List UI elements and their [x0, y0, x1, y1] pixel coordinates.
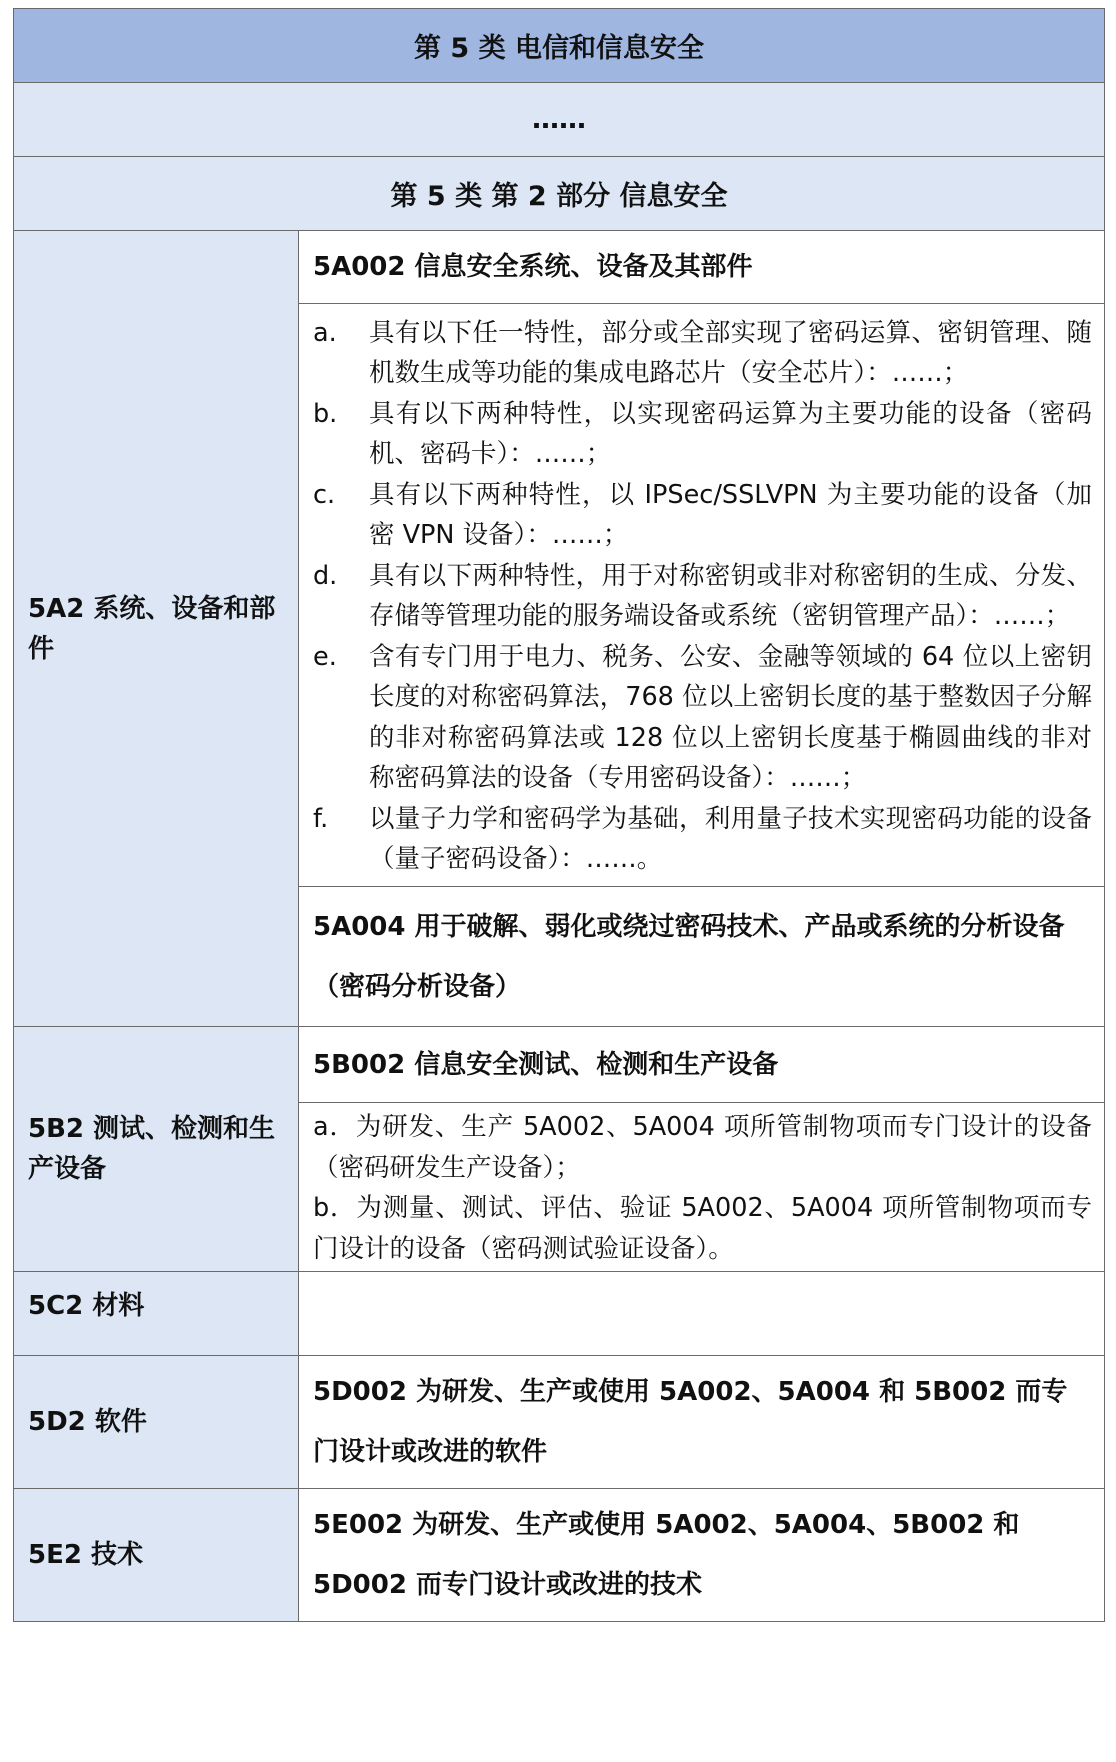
- list-item: a．为研发、生产 5A002、5A004 项所管制物项而专门设计的设备（密码研发生产设备）；: [313, 1112, 1092, 1183]
- item-label: d.: [313, 560, 338, 591]
- category-label-5d2: 5D2 软件: [14, 1356, 299, 1489]
- list-item: [313, 556, 1092, 637]
- section-title: 第 5 类 第 2 部分 信息安全: [14, 157, 1105, 231]
- item-5b002-title: 5B002 信息安全测试、检测和生产设备: [299, 1027, 1105, 1103]
- list-item: [313, 313, 1092, 394]
- list-item: [313, 799, 1092, 880]
- item-5c2-empty: [299, 1272, 1105, 1356]
- list-item: b．为测量、测试、评估、验证 5A002、5A004 项所管制物项而专门设计的设备（密码测试验证设备）。: [313, 1193, 1092, 1264]
- category-label-5b2: 5B2 测试、检测和生产设备: [14, 1027, 299, 1272]
- list-item: [313, 394, 1092, 475]
- item-5a002-list: [299, 304, 1105, 887]
- item-text: 含有专门用于电力、税务、公安、金融等领域的 64 位以上密钥长度的对称密码算法，768 位以上密钥长度的基于整数因子分解的非对称密码算法或 128 位以上密钥长度基于椭圆曲线的非对称密码算法的设备（专用密码设备）：……；: [369, 641, 1092, 793]
- regulation-table: [13, 8, 1105, 1622]
- item-text: 具有以下两种特性，以实现密码运算为主要功能的设备（密码机、密码卡）：……；: [369, 398, 1092, 469]
- item-label: a.: [313, 317, 337, 348]
- item-5d002-title: 5D002 为研发、生产或使用 5A002、5A004 和 5B002 而专门设计或改进的软件: [299, 1356, 1105, 1489]
- table-title: 第 5 类 电信和信息安全: [14, 9, 1105, 83]
- item-text: 具有以下两种特性，用于对称密钥或非对称密钥的生成、分发、存储等管理功能的服务端设备或系统（密钥管理产品）：……；: [369, 560, 1092, 631]
- item-5b002-list: [299, 1103, 1105, 1272]
- item-label: e.: [313, 641, 337, 672]
- category-label-5a2: 5A2 系统、设备和部件: [14, 231, 299, 1027]
- item-5e002-title: 5E002 为研发、生产或使用 5A002、5A004、5B002 和 5D002 而专门设计或改进的技术: [299, 1489, 1105, 1622]
- list-item: [313, 637, 1092, 799]
- item-label: b.: [313, 398, 338, 429]
- category-label-5c2: 5C2 材料: [14, 1272, 299, 1356]
- item-5a004-title: 5A004 用于破解、弱化或绕过密码技术、产品或系统的分析设备（密码分析设备）: [299, 887, 1105, 1027]
- list-item: [313, 475, 1092, 556]
- omitted-section: ……: [14, 83, 1105, 157]
- item-label: c.: [313, 479, 336, 510]
- item-5a002-title: 5A002 信息安全系统、设备及其部件: [299, 231, 1105, 304]
- item-text: 具有以下两种特性，以 IPSec/SSLVPN 为主要功能的设备（加密 VPN 设备）：……；: [369, 479, 1092, 550]
- item-text: 以量子力学和密码学为基础，利用量子技术实现密码功能的设备（量子密码设备）：……。: [369, 803, 1092, 874]
- item-label: f.: [313, 803, 329, 834]
- item-text: 具有以下任一特性，部分或全部实现了密码运算、密钥管理、随机数生成等功能的集成电路芯片（安全芯片）：……；: [369, 317, 1092, 388]
- category-label-5e2: 5E2 技术: [14, 1489, 299, 1622]
